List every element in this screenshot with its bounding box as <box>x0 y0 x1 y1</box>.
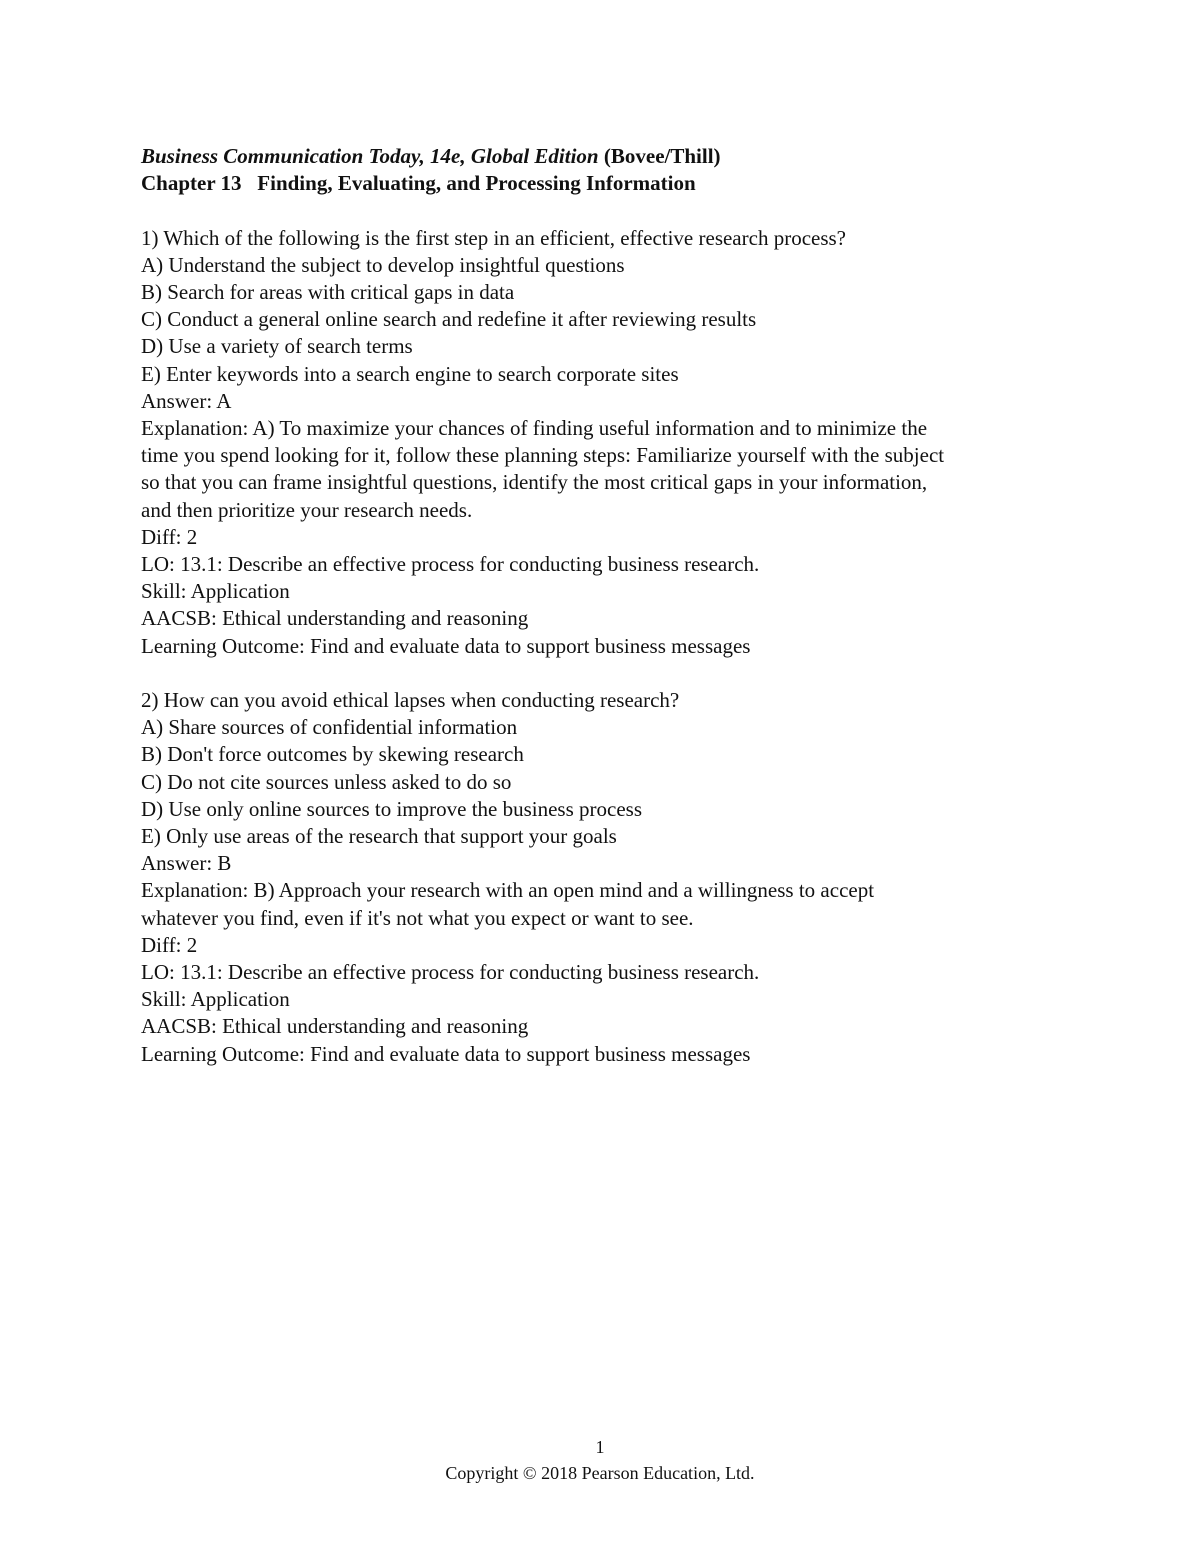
answer-option: A) Understand the subject to develop insightful questions <box>141 252 625 277</box>
answer-key: Answer: B <box>141 851 232 876</box>
explanation-line: time you spend looking for it, follow these planning steps: Familiarize yourself with the subject <box>141 443 945 468</box>
question-stem: 2) How can you avoid ethical lapses when conducting research? <box>141 688 680 713</box>
difficulty: Diff: 2 <box>141 524 198 549</box>
learning-objective: LO: 13.1: Describe an effective process for conducting business research. <box>141 552 760 577</box>
answer-option: E) Enter keywords into a search engine to search corporate sites <box>141 361 679 386</box>
answer-option: C) Conduct a general online search and redefine it after reviewing results <box>141 307 757 332</box>
skill: Skill: Application <box>141 579 290 604</box>
explanation-line: whatever you find, even if it's not what you expect or want to see. <box>141 905 694 930</box>
copyright-notice: Copyright © 2018 Pearson Education, Ltd. <box>445 1463 755 1483</box>
answer-option: B) Search for areas with critical gaps in data <box>141 280 515 304</box>
answer-option: E) Only use areas of the research that support your goals <box>141 824 617 849</box>
answer-option: C) Do not cite sources unless asked to do so <box>141 769 512 794</box>
learning-outcome: Learning Outcome: Find and evaluate data to support business messages <box>141 633 751 658</box>
question-2 <box>141 687 1061 1068</box>
skill: Skill: Application <box>141 987 290 1012</box>
explanation-line: so that you can frame insightful questions, identify the most critical gaps in your information, <box>141 470 928 495</box>
answer-option: B) Don't force outcomes by skewing research <box>141 742 524 767</box>
answer-key: Answer: A <box>141 388 232 413</box>
page-content <box>141 143 1061 1068</box>
chapter-number: Chapter 13 <box>141 171 242 196</box>
question-stem: 1) Which of the following is the first step in an efficient, effective research process? <box>141 225 846 250</box>
learning-objective: LO: 13.1: Describe an effective process for conducting business research. <box>141 960 760 985</box>
page-number: 1 <box>595 1437 605 1457</box>
answer-option: D) Use only online sources to improve the business process <box>141 796 642 821</box>
chapter-title: Finding, Evaluating, and Processing Information <box>257 171 696 196</box>
aacsb: AACSB: Ethical understanding and reasoning <box>141 606 529 631</box>
book-title: Business Communication Today, 14e, Global Edition <box>141 144 599 168</box>
explanation-line: Explanation: A) To maximize your chances of finding useful information and to minimize the <box>141 416 928 441</box>
chapter-heading <box>141 170 1061 197</box>
blank-line <box>141 197 1061 224</box>
book-title-line <box>141 143 1061 170</box>
learning-outcome: Learning Outcome: Find and evaluate data to support business messages <box>141 1041 751 1066</box>
aacsb: AACSB: Ethical understanding and reasoning <box>141 1014 529 1039</box>
explanation-line: Explanation: B) Approach your research with an open mind and a willingness to accept <box>141 878 875 903</box>
explanation-line: and then prioritize your research needs. <box>141 497 473 522</box>
blank-line <box>141 660 1061 687</box>
difficulty: Diff: 2 <box>141 932 198 957</box>
answer-option: A) Share sources of confidential information <box>141 715 518 740</box>
answer-option: D) Use a variety of search terms <box>141 334 413 359</box>
book-authors: (Bovee/Thill) <box>603 144 721 168</box>
question-1 <box>141 225 1061 660</box>
